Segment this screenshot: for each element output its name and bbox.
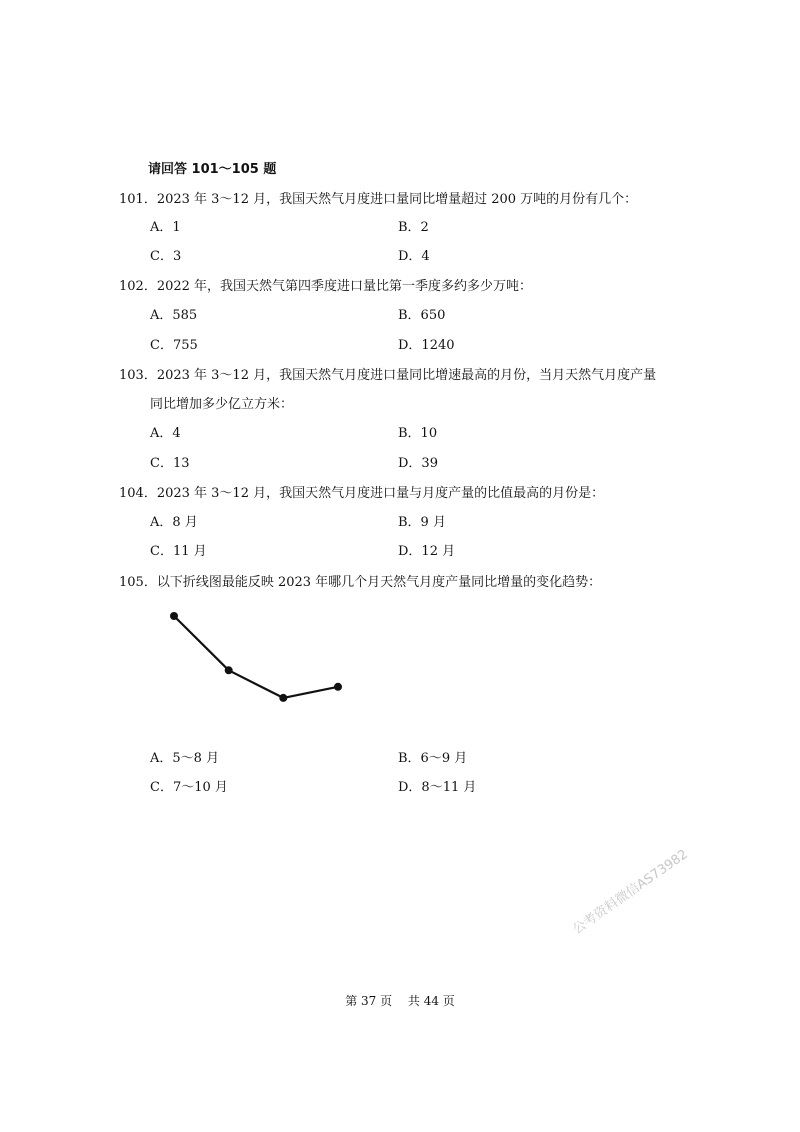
option-a: A．8 月 [150,515,198,530]
data-point-3 [279,694,287,702]
question-text: 104．2023 年 3～12 月，我国天然气月度进口量与月度产量的比值最高的月份是： [119,486,605,501]
option-b: B．2 [398,220,429,235]
section-heading: 请回答 101～105 题 [148,162,277,177]
option-a: A．4 [150,426,181,441]
question-text: 105．以下折线图最能反映 2023 年哪几个月天然气月度产量同比增量的变化趋势： [119,575,602,590]
option-b: B．6～9 月 [398,751,468,766]
option-b: B．10 [398,426,438,441]
option-a: A．585 [150,308,198,323]
option-d: D．4 [398,249,430,264]
option-d: D．8～11 月 [398,780,477,795]
trend-line-chart [160,600,360,720]
page-footer: 第 37 页 共 44 页 [345,994,455,1008]
option-c: C．755 [150,338,198,353]
option-b: B．9 月 [398,515,446,530]
watermark-text: 公考资料微信AS73982 [570,846,691,938]
option-c: C．3 [150,249,182,264]
option-c: C．7～10 月 [150,780,228,795]
question-text: 101．2023 年 3～12 月，我国天然气月度进口量同比增量超过 200 万吨的月份有几个： [119,192,638,207]
option-d: D．1240 [398,338,455,353]
question-text: 103．2023 年 3～12 月，我国天然气月度进口量同比增速最高的月份，当月天然气月度产量 [119,368,657,383]
option-c: C．11 月 [150,544,207,559]
series-line [174,616,338,698]
option-d: D．39 [398,456,438,471]
option-c: C．13 [150,456,190,471]
option-a: A．1 [150,220,181,235]
question-text: 102．2022 年，我国天然气第四季度进口量比第一季度多约多少万吨： [119,279,533,294]
option-d: D．12 月 [398,544,456,559]
question-text-cont: 同比增加多少亿立方米： [150,397,294,412]
data-point-4 [334,683,342,691]
data-point-2 [225,666,233,674]
option-b: B．650 [398,308,446,323]
option-a: A．5～8 月 [150,751,220,766]
data-point-1 [170,612,178,620]
